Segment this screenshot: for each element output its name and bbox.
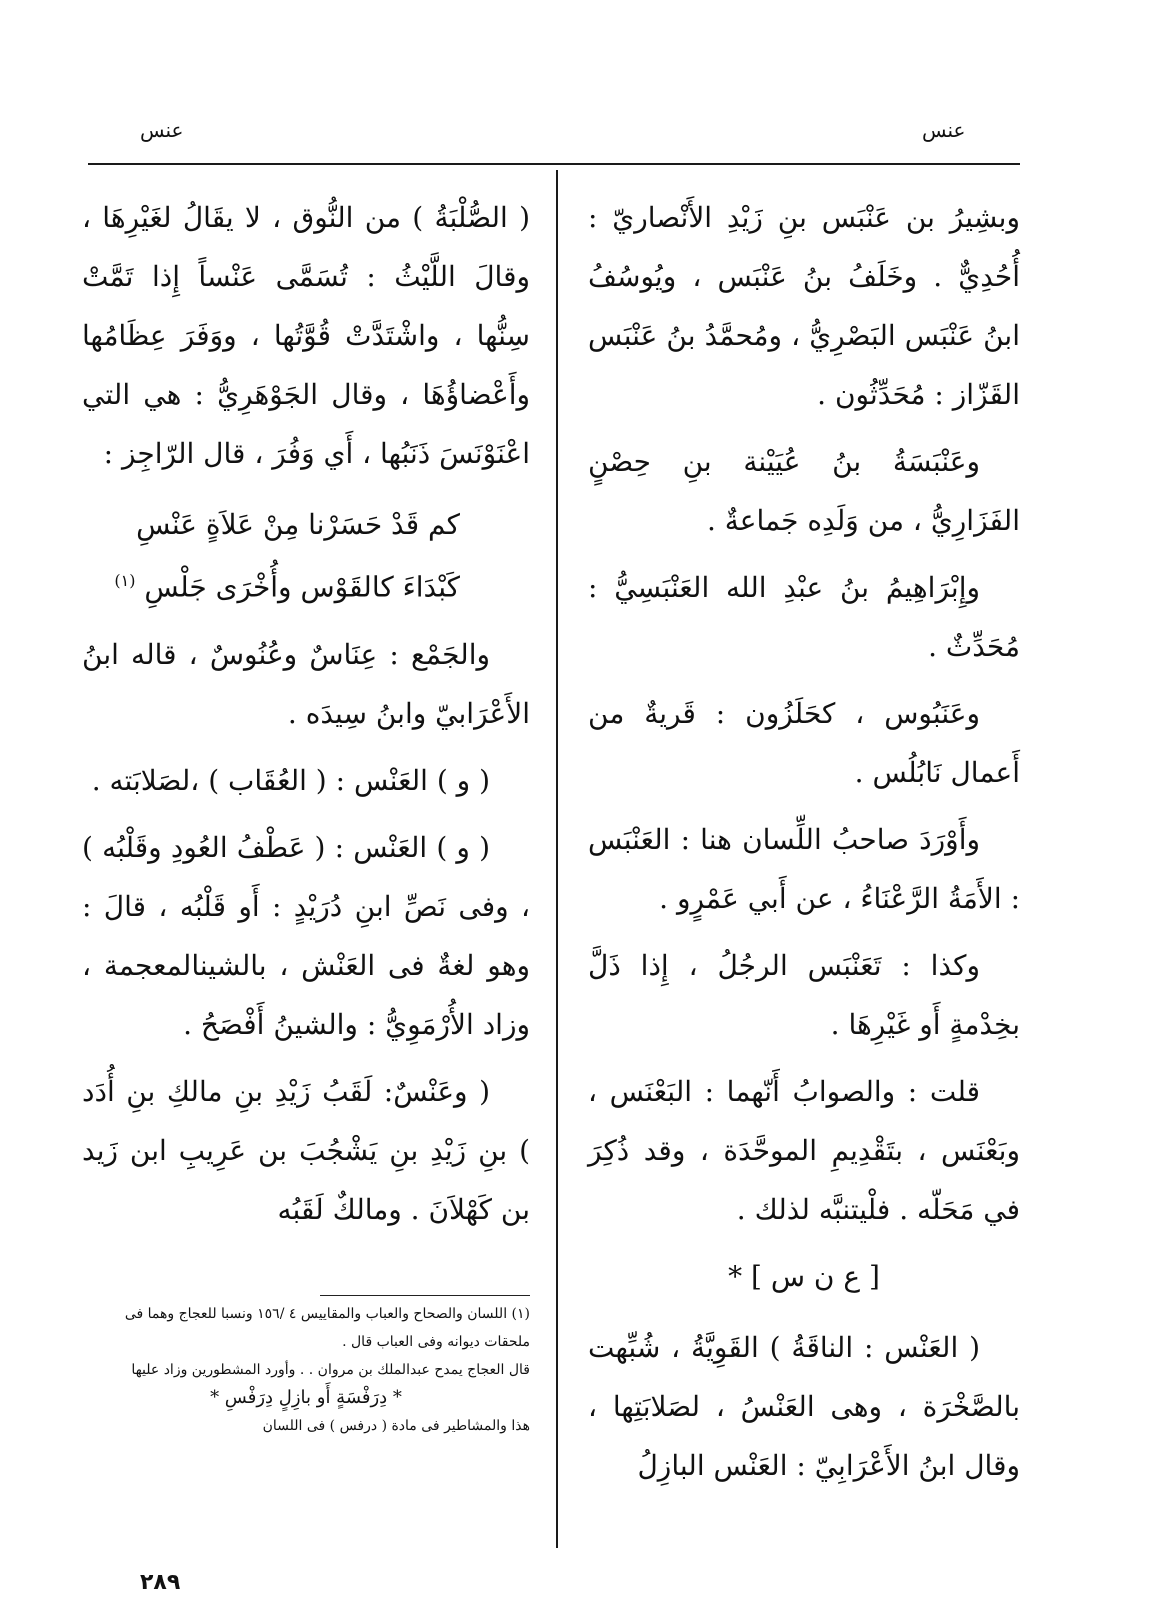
- entry-paragraph: وعَنَبُوس ، كحَلَزُون : قَريةٌ من أَعمال نَابُلُس .: [588, 697, 1020, 789]
- running-header-left: عنس: [140, 118, 184, 142]
- running-header-right: عنس: [922, 118, 966, 142]
- footnote-line: هذا والمشاطير فى مادة ( درفس ) فى اللسان: [262, 1418, 530, 1434]
- footnote-rule: [320, 1295, 530, 1296]
- footnote-line: قال العجاج يمدح عبدالملك بن مروان . . وأورد المشطورين وزاد عليها: [131, 1362, 530, 1378]
- entry-paragraph: قلت : والصوابُ أَنّهما : البَعْنَس ، وبَعْنَس ، بتَقْدِيمِ الموحَّدَة ، وقد ذُكِرَ في مَحَلّه . فلْيتنبَّه لذلك .: [588, 1075, 1020, 1226]
- entry-paragraph: وأَوْرَدَ صاحبُ اللِّسان هنا : العَنْبَس : الأَمَةُ الرَّعْنَاءُ ، عن أَبي عَمْرٍو .: [588, 823, 1020, 915]
- entry-paragraph: ( العَنْس : الناقَةُ ) القَوِيَّةُ ، شُبِّهت بالصَّخْرَة ، وهى العَنْسُ ، لصَلابَتِها ، وقال ابنُ الأَعْرَابِيّ : العَنْس البازِلُ: [588, 1331, 1020, 1482]
- entry-paragraph: ( الصُّلْبَةُ ) من النُّوق ، لا يقَالُ لغَيْرِهَا ، وقالَ اللَّيْثُ : تُسَمَّى عَنْساً إِذا تَمَّتْ سِنُّها ، واشْتَدَّتْ قُوَّتُها ، ووَفَرَ عِظَامُها وأَعْضاؤُهَا ، وقال الجَوْهَرِيُّ : هي التي اعْنَوْنَسَ ذَنَبُها ، أَي وَفُرَ ، قال الرّاجِز :: [82, 201, 530, 470]
- footnote-line: (١) اللسان والصحاح والعباب والمقاييس ٤ /١٥٦ ونسبا للعجاج وهما فى ملحقات ديوانه وفى العباب قال .: [124, 1306, 530, 1350]
- column-divider: [556, 170, 558, 1548]
- entry-paragraph: وبشِيرُ بن عَنْبَس بنِ زَيْدِ الأَنْصاريّ : أُحُدِيٌّ . وخَلَفُ بنُ عَنْبَس ، ويُوسُفُ ابنُ عَنْبَس البَصْرِيُّ ، ومُحمَّدُ بنُ عَنْبَس القَزّاز : مُحَدِّثُون .: [588, 201, 1020, 411]
- verse-line: كم قَدْ حَسَرْنا مِنْ عَلاَةٍ عَنْسِ: [136, 508, 460, 541]
- entry-paragraph: ( و ) العَنْس : ( العُقَاب ) ،لصَلابَته .: [91, 764, 490, 798]
- entry-paragraph: وكذا : تَعَنْبَس الرجُلُ ، إِذا ذَلَّ بخِدْمةٍ أَو غَيْرِهَا .: [588, 949, 1020, 1041]
- verse-block: [82, 497, 530, 615]
- left-column: [82, 188, 530, 1247]
- footnote-verse: * دِرَفْسَةٍ أَو بازِلٍ دِرَفْسِ *: [210, 1387, 402, 1408]
- root-heading: [ ع ن س ] *: [728, 1260, 880, 1293]
- entry-paragraph: والجَمْع : عِنَاسٌ وعُنُوسٌ ، قاله ابنُ الأَعْرَابيّ وابنُ سِيدَه .: [82, 638, 530, 731]
- footnote-marker: (١): [114, 571, 136, 590]
- header-rule: [88, 163, 1020, 165]
- verse-line-text: كَبْدَاءَ كالقَوْس وأُخْرَى جَلْسِ: [144, 570, 460, 604]
- entry-paragraph: وعَنْبَسَةُ بنُ عُيَيْنة بنِ حِصْنٍ الفَزَارِيُّ ، من وَلَدِه جَماعةٌ .: [588, 445, 1020, 537]
- page-number: ٢٨٩: [140, 1570, 181, 1595]
- right-column: [588, 188, 1020, 1503]
- footnotes: [82, 1300, 530, 1440]
- entry-paragraph: ( و ) العَنْس : ( عَطْفُ العُودِ وقَلْبُه ) ، وفى نَصِّ ابنِ دُرَيْدٍ : أَو قَلْبُه ، قالَ : وهو لغةٌ فى العَنْش ، بالشينالمعجمة ، وزاد الأُرْمَوِيُّ : والشينُ أَفْصَحُ .: [82, 831, 530, 1042]
- entry-paragraph: ( وعَنْسٌ: لَقَبُ زَيْدِ بنِ مالكِ بنِ أُدَد ) بنِ زَيْدِ بنِ يَشْجُبَ بن عَرِيبِ ابن زَيد بن كَهْلاَنَ . ومالكٌ لَقَبُه: [82, 1075, 530, 1227]
- verse-line: [82, 553, 460, 615]
- entry-paragraph: وإِبْرَاهِيمُ بنُ عبْدِ الله العَنْبَسِيُّ : مُحَدِّثٌ .: [588, 571, 1020, 663]
